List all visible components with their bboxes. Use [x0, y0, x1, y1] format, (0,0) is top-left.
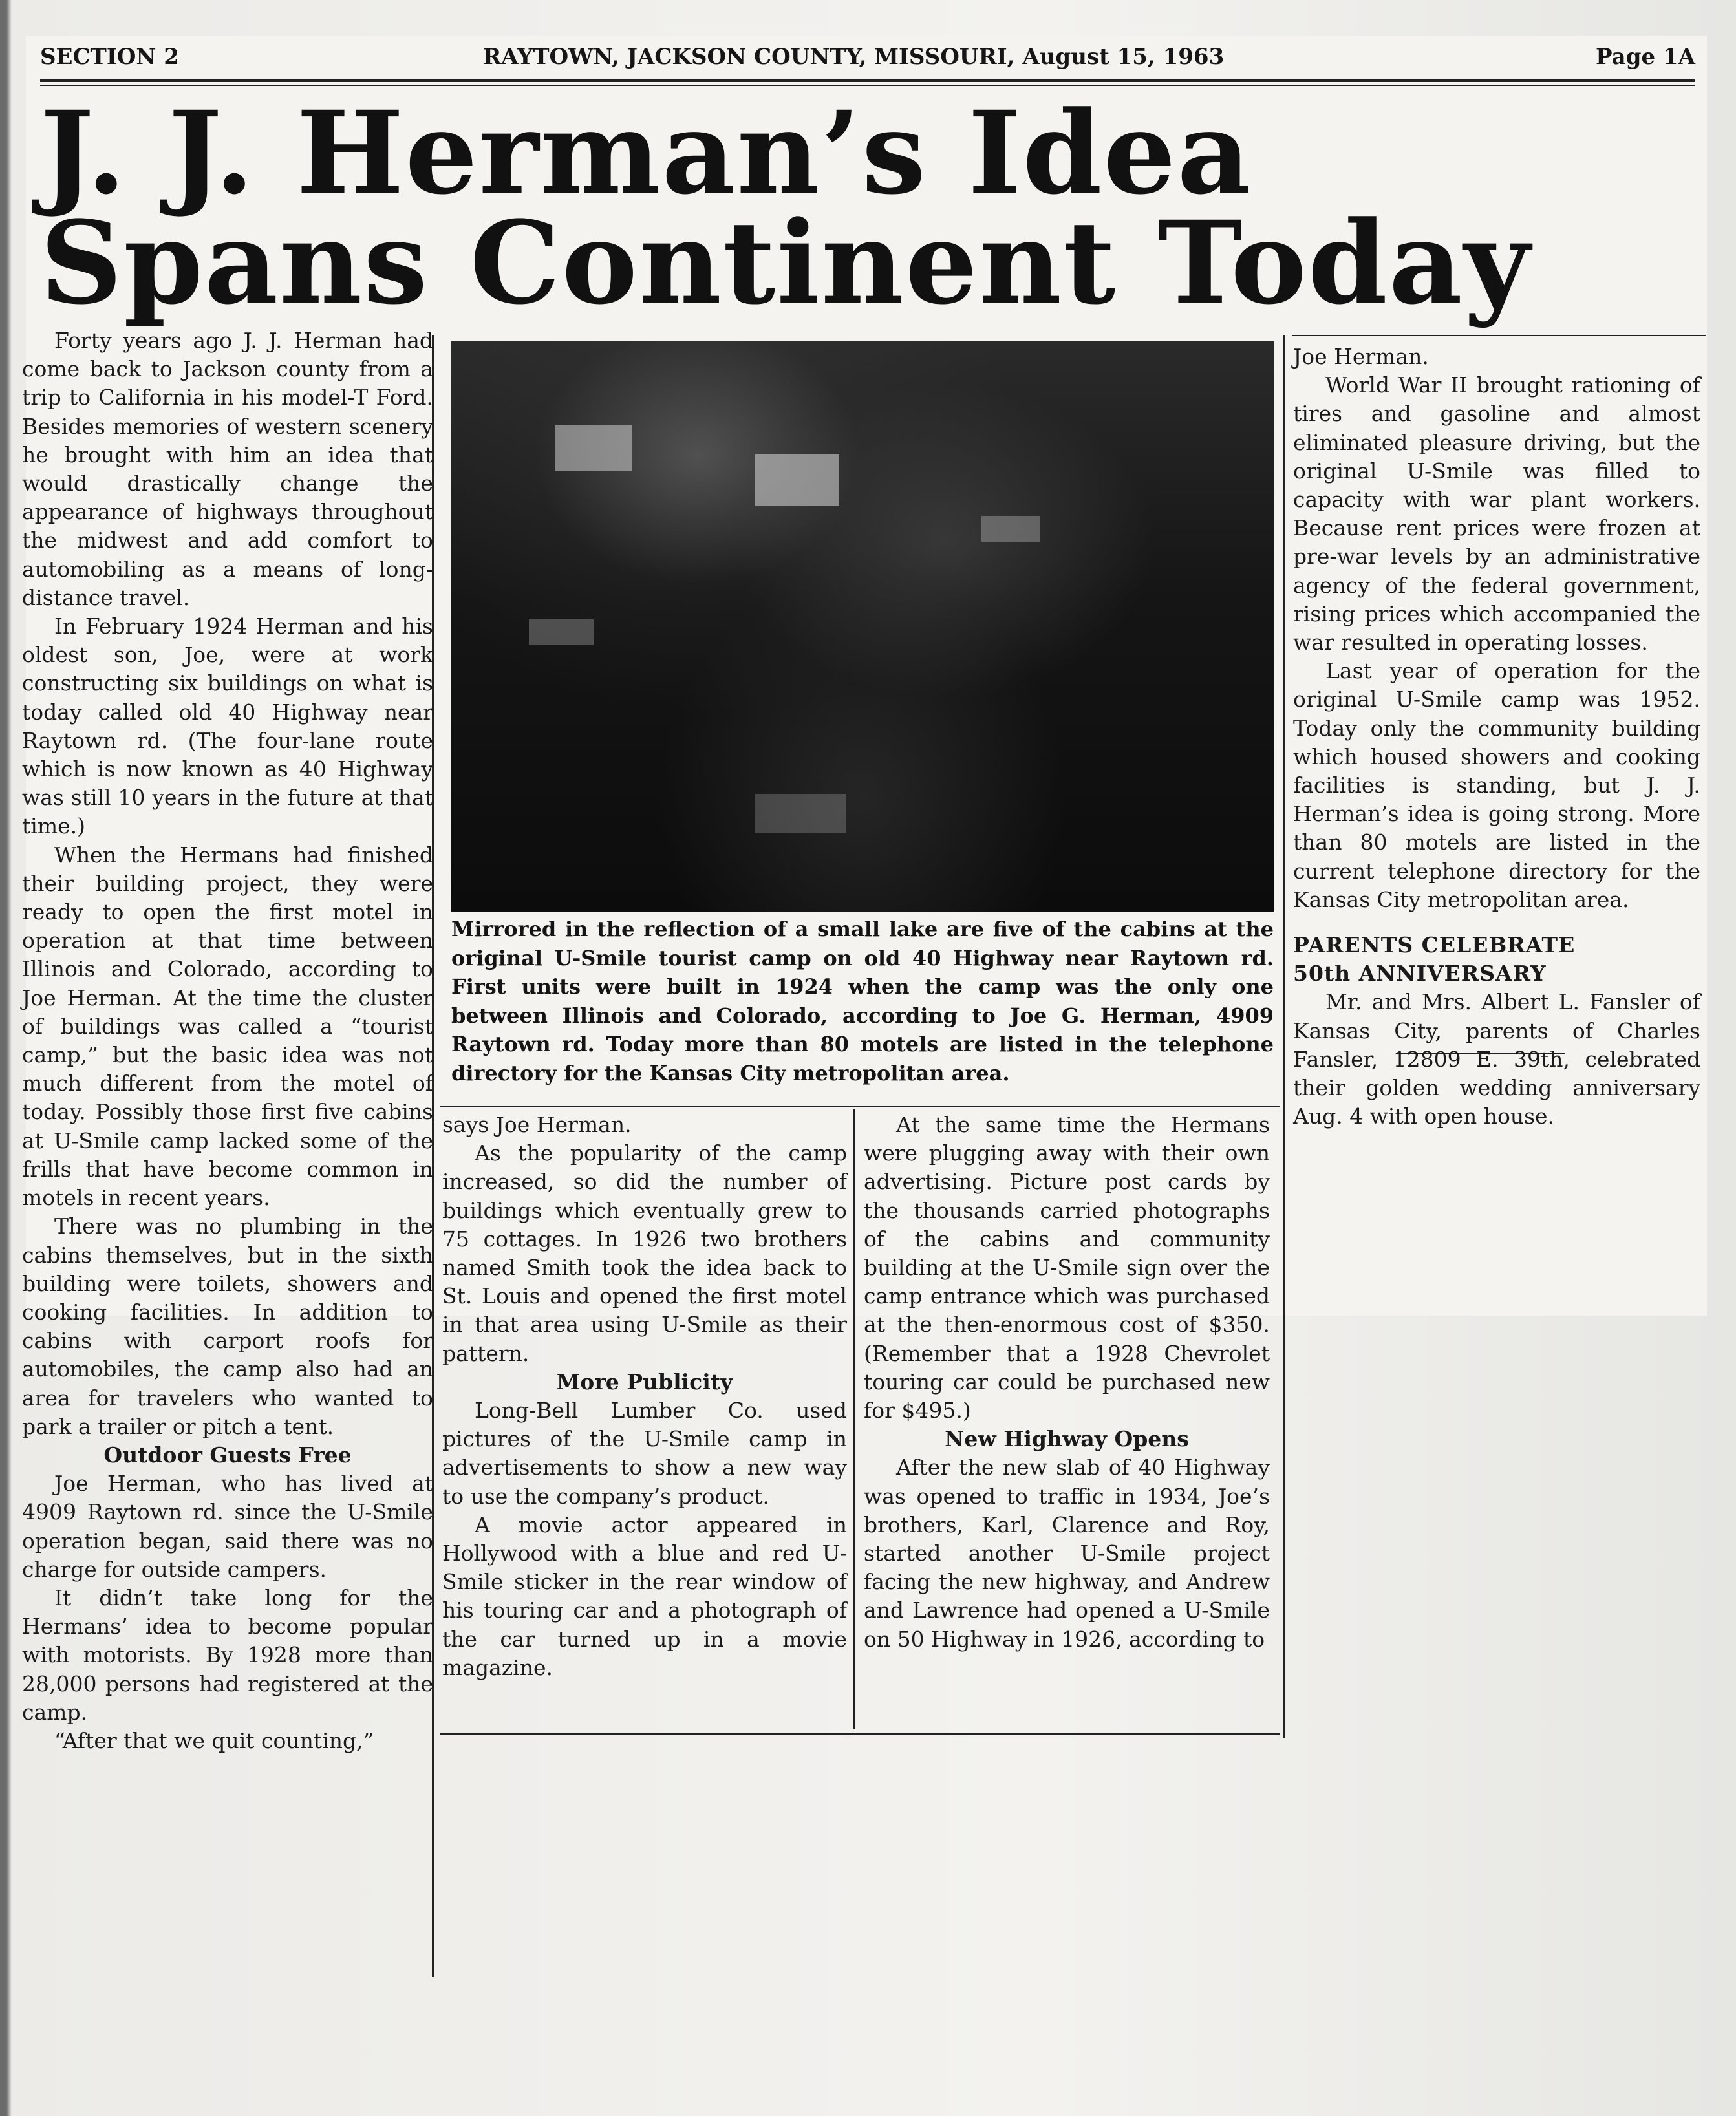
- column-3: [864, 1111, 1270, 1654]
- column-1: [22, 326, 433, 1755]
- col1-paragraph: There was no plumbing in the cabins themselves, but in the sixth building were toilets, showers and cooking facilities. In addition to cabins with carport roofs for automobiles, the camp also had an area for travelers who wanted to park a trailer or pitch a tent.: [22, 1213, 433, 1439]
- masthead-rule: [40, 79, 1695, 82]
- col1-paragraph: Joe Herman, who has lived at 4909 Raytown rd. since the U-Smile operation began, said there was no charge for outside campers.: [22, 1471, 433, 1582]
- col2-paragraph: says Joe Herman.: [442, 1112, 632, 1137]
- story-bottom-rule: [440, 1733, 1280, 1735]
- col4-paragraph: Mr. and Mrs. Albert L. Fansler of Kansas City, parents of Charles Fansler, 12809 E. 39th, celebrated their golden wedding anniversary Aug. 4 with open house.: [1293, 989, 1700, 1129]
- col3-paragraph: After the new slab of 40 Highway was opened to traffic in 1934, Joe’s brothers, Karl, Clarence and Roy, started another U-Smile project facing the new highway, and Andrew and Lawrence had opened a U-Smile on 50 Highway in 1926, according to: [864, 1455, 1270, 1652]
- subhead-more-publicity: More Publicity: [556, 1369, 733, 1395]
- subhead-new-highway: New Highway Opens: [945, 1426, 1189, 1452]
- cabin-lake-photo: [451, 341, 1274, 912]
- section-label: SECTION 2: [40, 44, 179, 70]
- cabin-shape: [755, 454, 839, 506]
- photo-bottom-rule: [440, 1106, 1280, 1107]
- subhead-anniversary: 50th ANNIVERSARY: [1293, 961, 1547, 987]
- col1-paragraph: Forty years ago J. J. Herman had come back to Jackson county from a trip to California in his model-T Ford. Besides memories of western scenery he brought with him an idea that would drastically change the appearance of highways throughout the midwest and add comfort to automobiling as a means of long-distance travel.: [22, 328, 433, 610]
- col1-paragraph: It didn’t take long for the Hermans’ idea to become popular with motorists. By 1928 more than 28,000 persons had registered at the camp.: [22, 1585, 433, 1725]
- reflection-shape: [529, 619, 594, 645]
- subhead-outdoor-guests: Outdoor Guests Free: [103, 1442, 352, 1468]
- col4-paragraph: Last year of operation for the original U-Smile camp was 1952. Today only the community building which housed showers and cooking facilities is standing, but J. J. Herman’s idea is going strong. More than 80 motels are listed in the current telephone directory for the Kansas City metropolitan area.: [1293, 658, 1700, 912]
- subhead-parents-celebrate: PARENTS CELEBRATE: [1293, 932, 1576, 958]
- cabin-shape: [555, 425, 632, 471]
- cabin-shape: [981, 516, 1040, 542]
- col2-paragraph: As the popularity of the camp increased, so did the number of buildings which eventually grew to 75 cottages. In 1926 two brothers named Smith took the idea back to St. Louis and opened the first motel in that area using U-Smile as their pattern.: [442, 1140, 847, 1366]
- col4-paragraph: World War II brought rationing of tires and gasoline and almost eliminated pleasure driving, but the original U-Smile was filled to capacity with war plant workers. Because rent prices were frozen at pre-war levels by an administrative agency of the federal government, rising prices which accompanied the war resulted in operating losses.: [1293, 372, 1700, 656]
- col2-paragraph: A movie actor appeared in Hollywood with a blue and red U-Smile sticker in the rear window of his touring car and a photograph of the car turned up in a movie magazine.: [442, 1512, 847, 1680]
- col3-paragraph: At the same time the Hermans were plugging away with their own advertising. Picture post cards by the thousands carried photographs of the cabins and community building at the U-Smile sign over the camp entrance which was purchased at the then-enormous cost of $350. (Remember that a 1928 Chevrolet touring car could be purchased new for $495.): [864, 1112, 1270, 1424]
- column-4: [1293, 343, 1700, 1131]
- col2-paragraph: Long-Bell Lumber Co. used pictures of the U-Smile camp in advertisements to show a new way to use the company’s product.: [442, 1398, 847, 1509]
- page-number: Page 1A: [1596, 44, 1695, 70]
- column-2: [442, 1111, 847, 1682]
- headline-line-1: J. J. Herman’s Idea: [40, 86, 1252, 220]
- column-rule-3: [1283, 335, 1285, 1738]
- col1-paragraph: In February 1924 Herman and his oldest son, Joe, were at work constructing six buildings on what is today called old 40 Highway near Raytown rd. (The four-lane route which is now known as 40 Highway was still 10 years in the future at that time.): [22, 614, 433, 839]
- col4-paragraph: Joe Herman.: [1293, 344, 1429, 369]
- photo-caption: Mirrored in the reflection of a small lake are five of the cabins at the original U-Smile tourist camp on old 40 Highway near Raytown rd. First units were built in 1924 when the camp was the only one between Illinois and Colorado, according to Joe G. Herman, 4909 Raytown rd. Today more than 80 motels are listed in the telephone directory for the Kansas City metropolitan area.: [451, 917, 1274, 1085]
- dateline: RAYTOWN, JACKSON COUNTY, MISSOURI, August 15, 1963: [483, 44, 1225, 70]
- col1-paragraph: When the Hermans had finished their building project, they were ready to open the first motel in operation at that time between Illinois and Colorado, according to Joe Herman. At the time the cluster of buildings was called a “tourist camp,” but the basic idea was not much different from the motel of today. Possibly those first five cabins at U-Smile camp lacked some of the frills that have become common in motels in recent years.: [22, 842, 433, 1211]
- col4-top-rule: [1292, 335, 1706, 336]
- reflection-shape: [755, 794, 846, 833]
- column-rule-2: [853, 1109, 855, 1729]
- headline-line-2: Spans Continent Today: [40, 196, 1532, 330]
- masthead: [40, 44, 1695, 76]
- col1-paragraph: “After that we quit counting,”: [54, 1727, 374, 1753]
